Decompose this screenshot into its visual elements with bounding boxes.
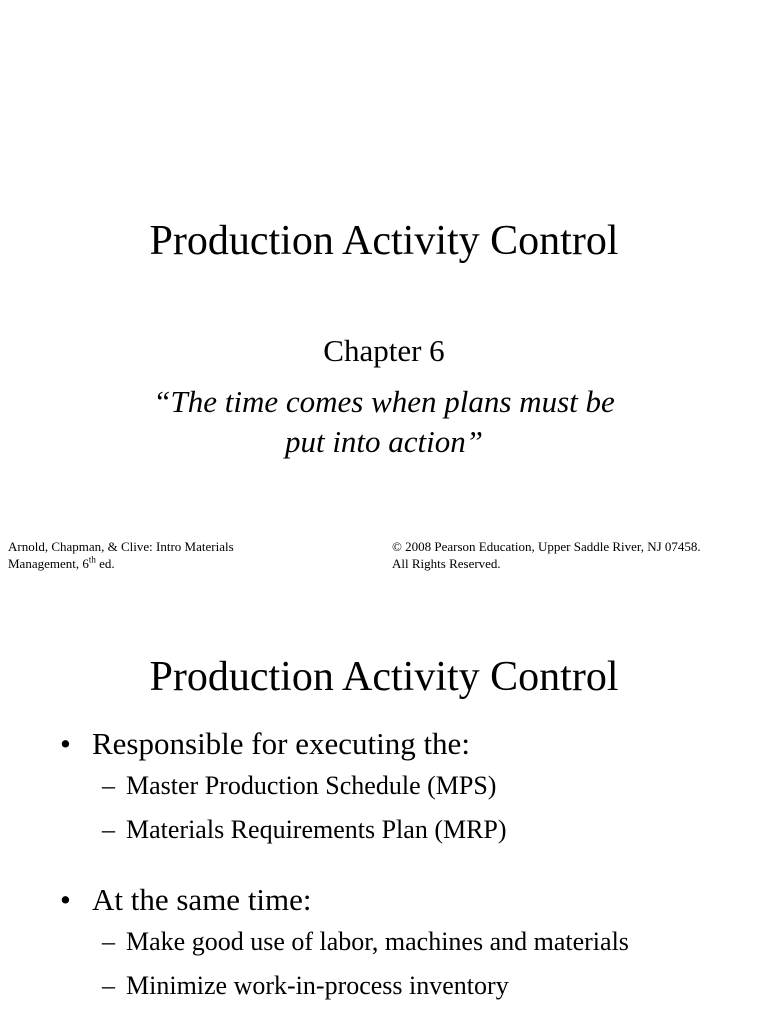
sub-bullet-item (0, 968, 768, 1004)
chapter-quote (0, 382, 768, 462)
slide-title-heading: Production Activity Control (149, 218, 619, 264)
footer-citation-text: Management, 6 (8, 556, 89, 571)
bullet-icon: • (60, 726, 71, 761)
footer-citation-edition: ed. (95, 556, 115, 571)
bullet-list (0, 724, 768, 1024)
footer-copyright-line-1: © 2008 Pearson Education, Upper Saddle River, NJ 07458. (392, 539, 701, 554)
quote-line-1: “The time comes when plans must be (153, 384, 615, 419)
bullet-icon: • (60, 882, 71, 917)
bullet-item (0, 724, 768, 764)
dash-icon: – (102, 815, 115, 844)
chapter-subtitle: Chapter 6 (323, 333, 445, 368)
bullet-item (0, 880, 768, 920)
footer-citation (8, 538, 308, 572)
sub-bullet-item (0, 924, 768, 960)
dash-icon: – (102, 971, 115, 1000)
footer-citation-ordinal: th (88, 554, 96, 565)
sub-bullet-text: Minimize work-in-process inventory (126, 971, 509, 1000)
footer-citation-line-1: Arnold, Chapman, & Clive: Intro Materials (8, 539, 234, 554)
sub-bullet-text: Make good use of labor, machines and materials (126, 927, 629, 956)
bullet-text: Responsible for executing the: (92, 726, 470, 761)
dash-icon: – (102, 771, 115, 800)
bullet-text: At the same time: (92, 882, 312, 917)
sub-bullet-item (0, 768, 768, 804)
quote-line-2: put into action” (284, 424, 484, 459)
dash-icon: – (102, 927, 115, 956)
sub-bullet-text: Materials Requirements Plan (MRP) (126, 815, 507, 844)
bullet-group (0, 880, 768, 1004)
footer-citation-line-2 (8, 555, 308, 572)
bullet-group (0, 724, 768, 848)
sub-bullet-text: Master Production Schedule (MPS) (126, 771, 497, 800)
slide-content (0, 600, 768, 1024)
footer-copyright-line-2: All Rights Reserved. (392, 556, 501, 571)
footer-copyright (392, 538, 762, 572)
content-slide-heading: Production Activity Control (149, 654, 619, 700)
sub-bullet-item (0, 812, 768, 848)
